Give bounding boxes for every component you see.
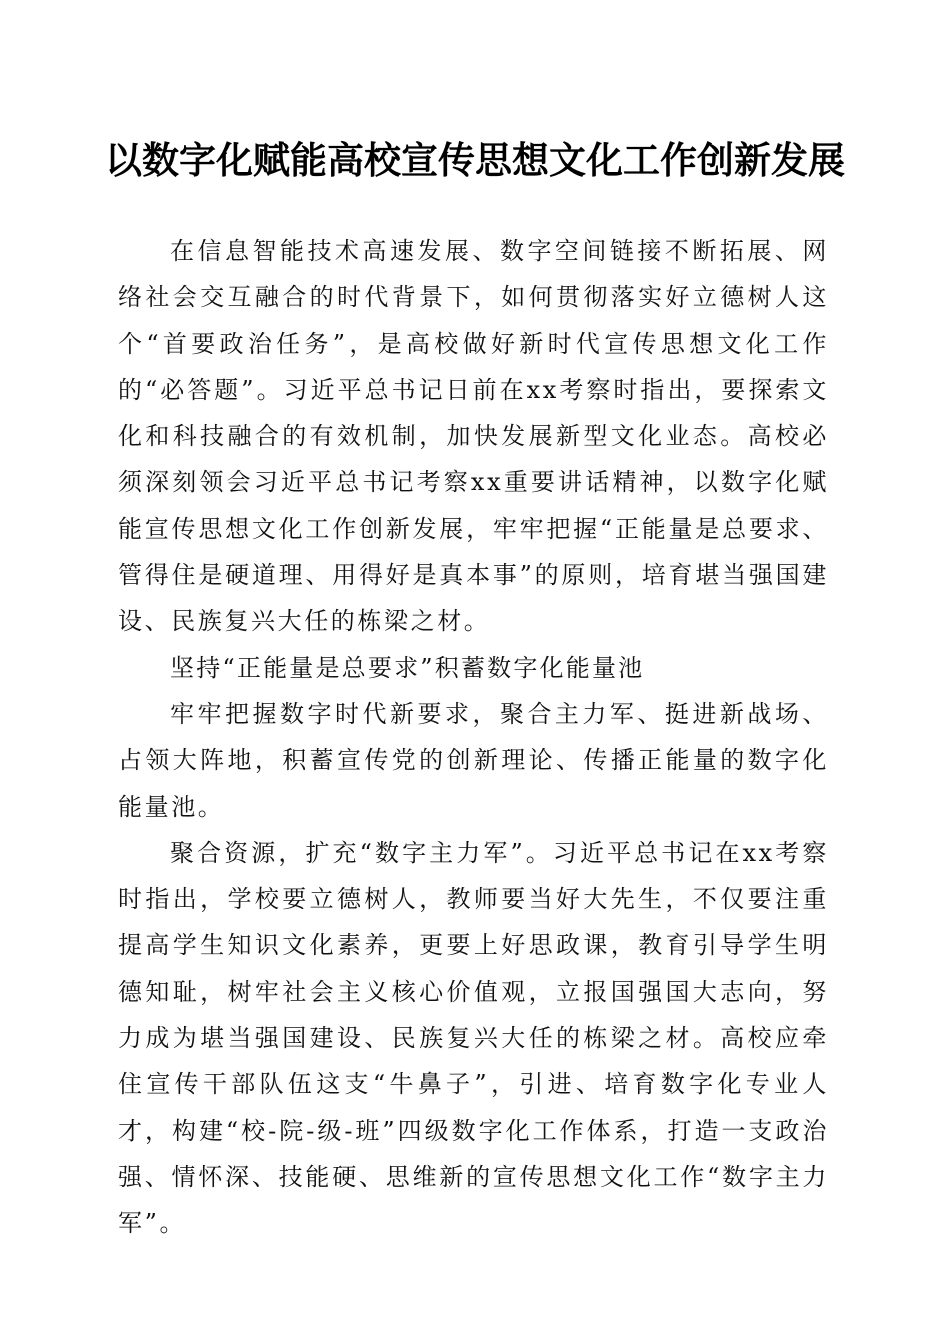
document-title: 以数字化赋能高校宣传思想文化工作创新发展 [105, 138, 845, 182]
paragraph-intro: 在信息智能技术高速发展、数字空间链接不断拓展、网络社会交互融合的时代背景下，如何贯彻落实好立德树人这个“首要政治任务”，是高校做好新时代宣传思想文化工作的“必答题”。习近平总书记日前在xx考察时指出，要探索文化和科技融合的有效机制，加快发展新型文化业态。高校必须深刻领会习近平总书记考察xx重要讲话精神，以数字化赋能宣传思想文化工作创新发展，牢牢把握“正能量是总要求、管得住是硬道理、用得好是真本事”的原则，培育堪当强国建设、民族复兴大任的栋梁之材。 [118, 237, 829, 636]
document-body [118, 228, 829, 1247]
paragraph-section-summary: 牢牢把握数字时代新要求，聚合主力军、挺进新战场、占领大阵地，积蓄宣传党的创新理论、传播正能量的数字化能量池。 [118, 699, 829, 821]
paragraph-aggregate-resources: 聚合资源，扩充“数字主力军”。习近平总书记在xx考察时指出，学校要立德树人，教师要当好大先生，不仅要注重提高学生知识文化素养，更要上好思政课，教育引导学生明德知耻，树牢社会主义核心价值观，立报国强国大志向，努力成为堪当强国建设、民族复兴大任的栋梁之材。高校应牵住宣传干部队伍这支“牛鼻子”，引进、培育数字化专业人才，构建“校-院-级-班”四级数字化工作体系，打造一支政治强、情怀深、技能硬、思维新的宣传思想文化工作“数字主力军”。 [118, 838, 829, 1238]
section-heading: 坚持“正能量是总要求”积蓄数字化能量池 [170, 653, 645, 682]
